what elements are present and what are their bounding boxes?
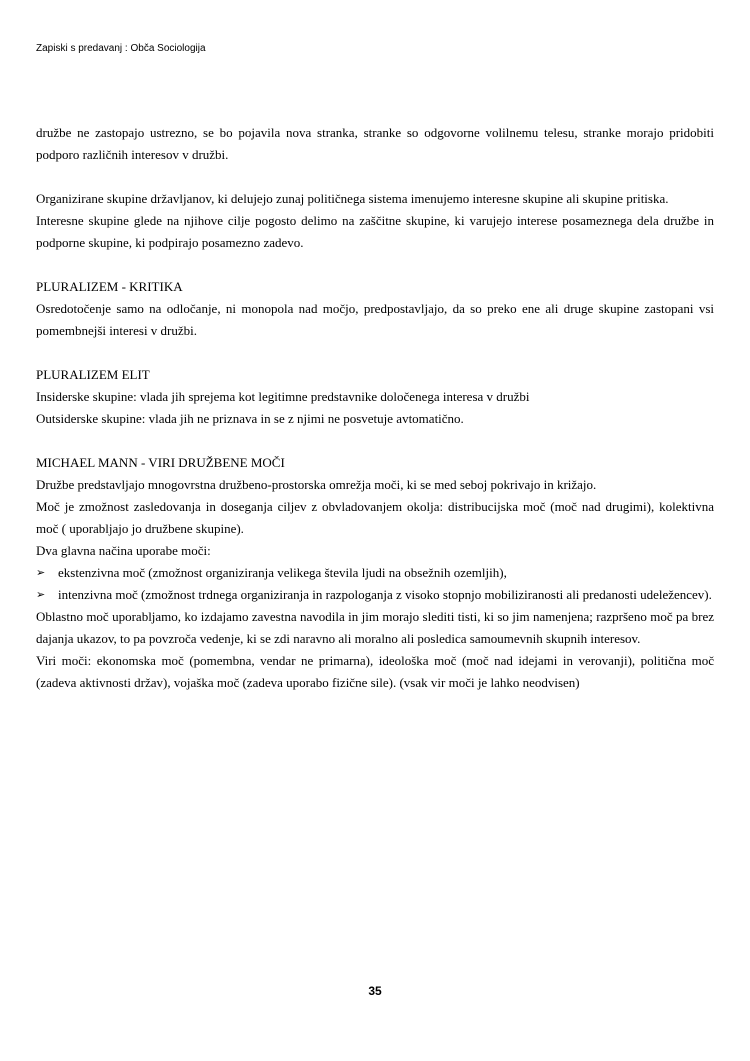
spacer bbox=[36, 166, 714, 188]
list-item-text: ekstenzivna moč (zmožnost organiziranja velikega števila ljudi na obsežnih ozemljih), bbox=[58, 565, 507, 580]
paragraph: družbe ne zastopajo ustrezno, se bo pojavila nova stranka, stranke so odgovorne volilnemu telesu, stranke morajo pridobiti podporo različnih interesov v družbi. bbox=[36, 125, 714, 162]
page-header: Zapiski s predavanj : Obča Sociologija bbox=[36, 43, 206, 54]
paragraph: Družbe predstavljajo mnogovrstna družbeno-prostorska omrežja moči, ki se med seboj pokrivajo in križajo. bbox=[36, 477, 597, 492]
list-item bbox=[36, 584, 714, 606]
paragraph: Viri moči: ekonomska moč (pomembna, vendar ne primarna), ideološka moč (moč nad idejami in verovanji), politična moč (zadeva aktivnosti držav), vojaška moč (zadeva uporabo fizične sile). (vsak vir moči je lahko neodvisen) bbox=[36, 653, 714, 690]
document-body bbox=[36, 122, 714, 694]
section-heading: PLURALIZEM ELIT bbox=[36, 367, 150, 382]
paragraph: Osredotočenje samo na odločanje, ni monopola nad močjo, predpostavljajo, da so preko ene ali druge skupine zastopani vsi pomembnejši interesi v družbi. bbox=[36, 301, 714, 338]
arrow-bullet-icon: ➢ bbox=[36, 589, 46, 601]
paragraph: Oblastno moč uporabljamo, ko izdajamo zavestna navodila in jim morajo slediti tisti, ki so jim namenjena; razpršeno moč pa brez dajanja ukazov, to pa povzroča vedenje, ki se zdi naravno ali moralno ali posledica samoumevnih skupnih interesov. bbox=[36, 609, 714, 646]
page-number: 35 bbox=[368, 984, 382, 998]
spacer bbox=[36, 342, 714, 364]
spacer bbox=[36, 254, 714, 276]
arrow-bullet-icon: ➢ bbox=[36, 567, 46, 579]
spacer bbox=[36, 430, 714, 452]
section-heading: PLURALIZEM - KRITIKA bbox=[36, 279, 183, 294]
list-item bbox=[36, 562, 714, 584]
paragraph: Insiderske skupine: vlada jih sprejema kot legitimne predstavnike določenega interesa v družbi bbox=[36, 389, 530, 404]
section-heading: MICHAEL MANN - VIRI DRUŽBENE MOČI bbox=[36, 455, 285, 470]
paragraph: Organizirane skupine državljanov, ki delujejo zunaj političnega sistema imenujemo interesne skupine ali skupine pritiska. bbox=[36, 191, 669, 206]
paragraph: Outsiderske skupine: vlada jih ne priznava in se z njimi ne posvetuje avtomatično. bbox=[36, 411, 464, 426]
paragraph: Interesne skupine glede na njihove cilje pogosto delimo na zaščitne skupine, ki varujejo interese posameznega dela družbe in podporne skupine, ki podpirajo posamezno zadevo. bbox=[36, 213, 714, 250]
paragraph: Dva glavna načina uporabe moči: bbox=[36, 543, 211, 558]
paragraph: Moč je zmožnost zasledovanja in doseganja ciljev z obvladovanjem okolja: distribucijska moč (moč nad drugimi), kolektivna moč ( uporabljajo jo družbene skupine). bbox=[36, 499, 714, 536]
list-item-text: intenzivna moč (zmožnost trdnega organiziranja in razpologanja z visoko stopnjo mobiliziranosti ali predanosti udeležencev). bbox=[58, 587, 712, 602]
